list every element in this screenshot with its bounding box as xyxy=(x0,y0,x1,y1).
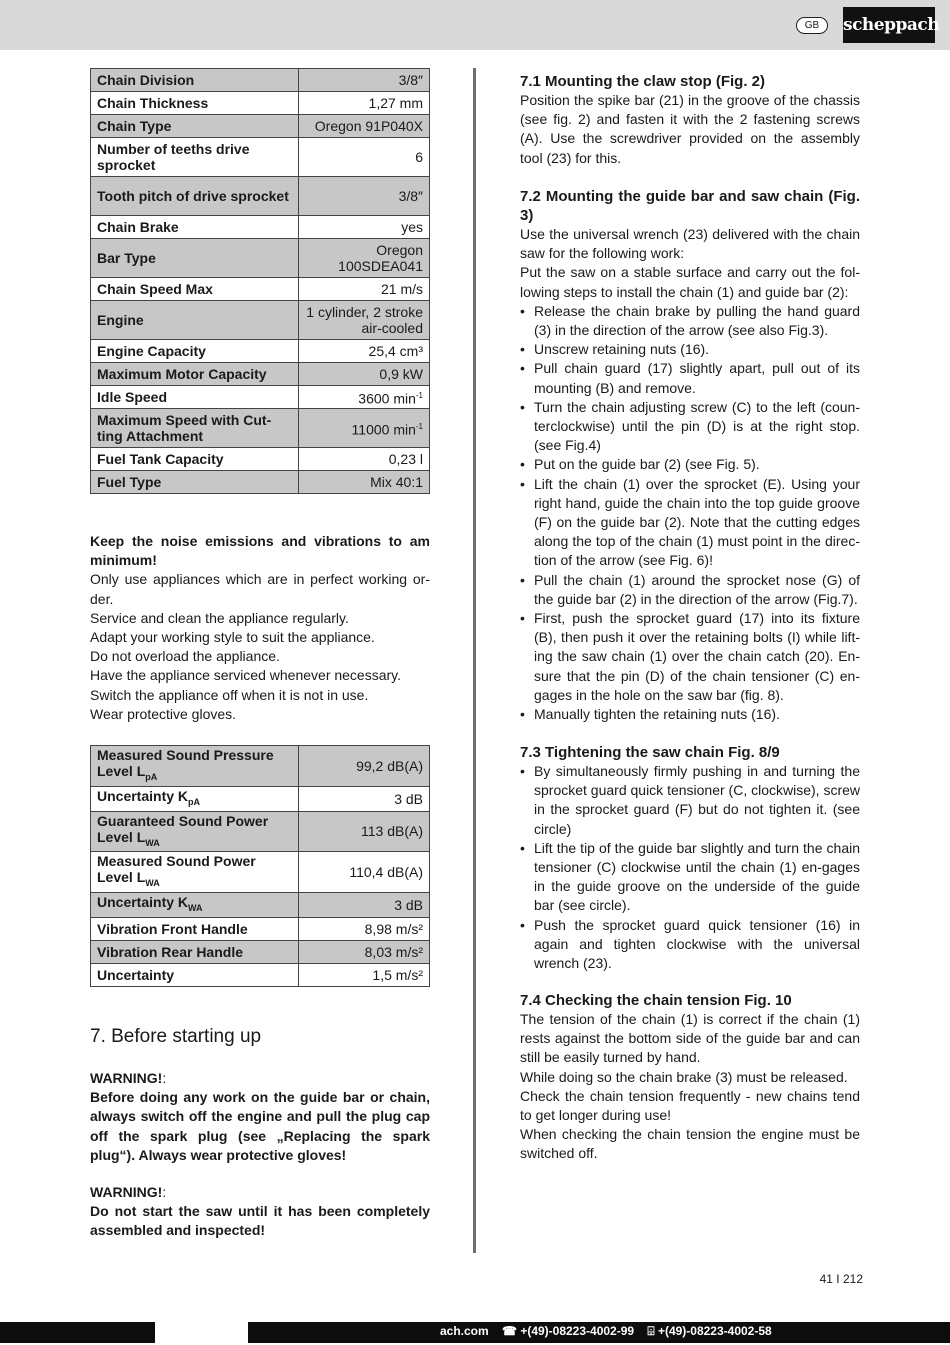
list-item: • Lift the tip of the guide bar slightly and turn the chain tensioner (C) clockwise until the chain (1) en-gages in the guide groove on the underside of the guide bar (see circle). xyxy=(520,839,860,914)
list-item: • Unscrew retaining nuts (16). xyxy=(520,340,860,359)
list-item: • Lift the chain (1) over the sprocket (E). Using your right hand, guide the chain into the top guide groove (F) on the guide bar (2). Note that the cutting edges along the top of the chain (1) must point in the direc-tion of the arrow (see Fig. 6)! xyxy=(520,475,860,569)
footer-bar xyxy=(0,1322,950,1343)
section-heading: 7.4 Checking the chain tension Fig. 10 xyxy=(520,992,792,1009)
list-item: • First, push the sprocket guard (17) into its fixture (B), then push it over the retaining bolts (I) while lift-ing the saw chain (1) over the chain catch (20). En-sure that the pin (D) of the chain tensioner (C) en-gages in the hole on the saw bar (fig. 8). xyxy=(520,610,860,703)
noise-line: Service and clean the appliance regularly. xyxy=(90,609,349,626)
section-text: Position the spike bar (21) in the groove of the chassis (see fig. 2) and fasten it with the 2 fastening screws (A). Use the screwdriver provided on the assembly tool (23) for this. xyxy=(520,92,860,166)
table-row: Vibration Front Handle 8,98 m/s² xyxy=(91,917,430,940)
section-text: Check the chain tension frequently - new chains tend to get longer during use! xyxy=(520,1087,860,1124)
warning-label: WARNING! xyxy=(90,1184,163,1200)
bullet-icon: • xyxy=(520,763,525,779)
warning-block-2: WARNING!: Do not start the saw until it has been completely assembled and inspected! xyxy=(90,1183,430,1241)
table-row: Chain Brake yes xyxy=(91,216,430,239)
table-row: Fuel Tank Capacity 0,23 l xyxy=(91,448,430,471)
bullet-icon: • xyxy=(520,610,525,627)
noise-line: Have the appliance serviced whenever necessary. xyxy=(90,667,402,684)
table-row: Fuel Type Mix 40:1 xyxy=(91,471,430,494)
footer-gap xyxy=(155,1322,248,1343)
section-7-3 xyxy=(520,743,860,973)
table-row: Maximum Speed with Cut-ting Attachment 11000 $\min^{-1}$ xyxy=(91,409,430,448)
table-row: Uncertainty 1,5 m/s² xyxy=(91,963,430,986)
table-row: Engine 1 cylinder, 2 stroke air-cooled xyxy=(91,301,430,340)
section-text: The tension of the chain (1) is correct if the chain (1) rests against the bottom side of the guide bar and can still be easily turned by hand. xyxy=(520,1011,860,1066)
list-item: • By simultaneously firmly pushing in and turning the sprocket guard quick tensioner (C, clockwise), screw in the sprocket guard (F) but do not tighten it. (see circle) xyxy=(520,763,861,837)
sound-vibration-table xyxy=(90,745,430,987)
table-row: Uncertainty $K_{pA}$ 3 dB xyxy=(91,786,430,811)
table-row: Idle Speed 3600 $\min^{-1}$ xyxy=(91,386,430,409)
noise-line: Only use appliances which are in perfect working or-der. xyxy=(90,571,430,607)
column-divider xyxy=(473,68,476,1253)
warning-text: Do not start the saw until it has been completely assembled and inspected! xyxy=(90,1203,430,1239)
section-heading: 7.3 Tightening the saw chain Fig. 8/9 xyxy=(520,744,780,761)
footer-phone: ☎ +(49)-08223-4002-99 xyxy=(502,1324,635,1338)
bullet-icon: • xyxy=(520,916,525,933)
section-7-1 xyxy=(520,72,860,168)
bullet-icon: • xyxy=(520,475,525,492)
list-item: • Manually tighten the retaining nuts (16). xyxy=(520,705,860,724)
warning-block-1: WARNING!: Before doing any work on the guide bar or chain, always switch off the engine and pull the plug cap off the spark plug (see „Replacing the spark plug“). Always wear protective gloves! xyxy=(90,1069,430,1165)
bullet-icon: • xyxy=(520,839,525,856)
noise-line: Adapt your working style to suit the appliance. xyxy=(90,629,375,646)
noise-line: Do not overload the appliance. xyxy=(90,648,280,665)
table-row: Vibration Rear Handle 8,03 m/s² xyxy=(91,940,430,963)
specification-table xyxy=(90,68,430,494)
table-row: Bar Type Oregon 100SDEA041 xyxy=(91,239,430,278)
bullet-icon: • xyxy=(520,341,525,358)
list-item: • Release the chain brake by pulling the hand guard (3) in the direction of the arrow (see also Fig.3). xyxy=(520,302,860,339)
table-row: Guaranteed Sound Power Level $L_{WA}$ 113 dB(A) xyxy=(91,811,430,852)
page-number: 41 I 212 xyxy=(819,1272,863,1286)
bullet-icon: • xyxy=(520,360,525,377)
section-heading: 7.2 Mounting the guide bar and saw chain (Fig. 3) xyxy=(520,188,860,224)
footer-website: ach.com xyxy=(440,1324,489,1338)
list-item: • Put on the guide bar (2) (see Fig. 5). xyxy=(520,455,860,474)
table-row: Maximum Motor Capacity 0,9 kW xyxy=(91,363,430,386)
noise-heading: Keep the noise emissions and vibrations to am minimum! xyxy=(90,533,430,569)
language-badge: GB xyxy=(796,17,828,34)
footer-fax: ⌹ +(49)-08223-4002-58 xyxy=(647,1324,772,1338)
noise-section xyxy=(90,532,430,724)
warning-label: WARNING! xyxy=(90,1070,163,1086)
table-row: Uncertainty $K_{WA}$ 3 dB xyxy=(91,893,430,918)
brand-logo: scheppach xyxy=(843,7,935,43)
list-item: • Pull the chain (1) around the sprocket nose (G) of the guide bar (2) in the direction of the arrow (Fig.7). xyxy=(520,571,860,607)
section-text: When checking the chain tension the engine must be switched off. xyxy=(520,1126,860,1162)
bullet-icon: • xyxy=(520,302,525,319)
bullet-list xyxy=(520,762,860,973)
table-row: Measured Sound Pressure Level $L_{pA}$ 99,2 dB(A) xyxy=(91,746,430,787)
section-text: Use the universal wrench (23) delivered with the chain saw for the following work: xyxy=(520,226,860,262)
bullet-list xyxy=(520,302,860,724)
warning-text: Before doing any work on the guide bar or chain, always switch off the engine and pull the plug cap off the spark plug (see „Replacing the spark plug“). Always wear protective gloves! xyxy=(90,1089,430,1163)
table-row: Engine Capacity 25,4 cm³ xyxy=(91,340,430,363)
list-item: • Turn the chain adjusting screw (C) to the left (coun-terclockwise) until the pin (D) is at the right stop. (see Fig.4) xyxy=(520,398,860,454)
footer-contact xyxy=(440,1324,772,1339)
section-title: 7. Before starting up xyxy=(90,1026,262,1047)
section-text: While doing so the chain brake (3) must be released. xyxy=(520,1068,848,1085)
bullet-icon: • xyxy=(520,456,525,473)
table-row: Chain Division 3/8″ xyxy=(91,69,430,92)
table-row: Tooth pitch of drive sprocket 3/8″ xyxy=(91,177,430,216)
list-item: • Pull chain guard (17) slightly apart, pull out of its mounting (B) and remove. xyxy=(520,360,860,396)
table-row: Chain Thickness 1,27 mm xyxy=(91,92,430,115)
noise-line: Wear protective gloves. xyxy=(90,705,237,722)
table-row: Chain Speed Max 21 m/s xyxy=(91,278,430,301)
header-bar xyxy=(0,0,950,50)
section-7-4 xyxy=(520,991,860,1164)
section-text: Put the saw on a stable surface and carry out the fol-lowing steps to install the chain (1) and guide bar (2): xyxy=(520,264,860,300)
section-heading: 7.1 Mounting the claw stop (Fig. 2) xyxy=(520,73,766,90)
list-item: • Push the sprocket guard quick tensioner (16) in again and tighten clockwise with the universal wrench (23). xyxy=(520,916,860,972)
table-row: Number of teeths drive sprocket 6 xyxy=(91,138,430,177)
bullet-icon: • xyxy=(520,706,525,723)
noise-line: Switch the appliance off when it is not in use. xyxy=(90,686,369,703)
table-row: Measured Sound Power Level $L_{WA}$ 110,4 dB(A) xyxy=(91,852,430,893)
section-7-2 xyxy=(520,187,860,724)
table-row: Chain Type Oregon 91P040X xyxy=(91,115,430,138)
bullet-icon: • xyxy=(520,398,525,415)
bullet-icon: • xyxy=(520,571,525,588)
